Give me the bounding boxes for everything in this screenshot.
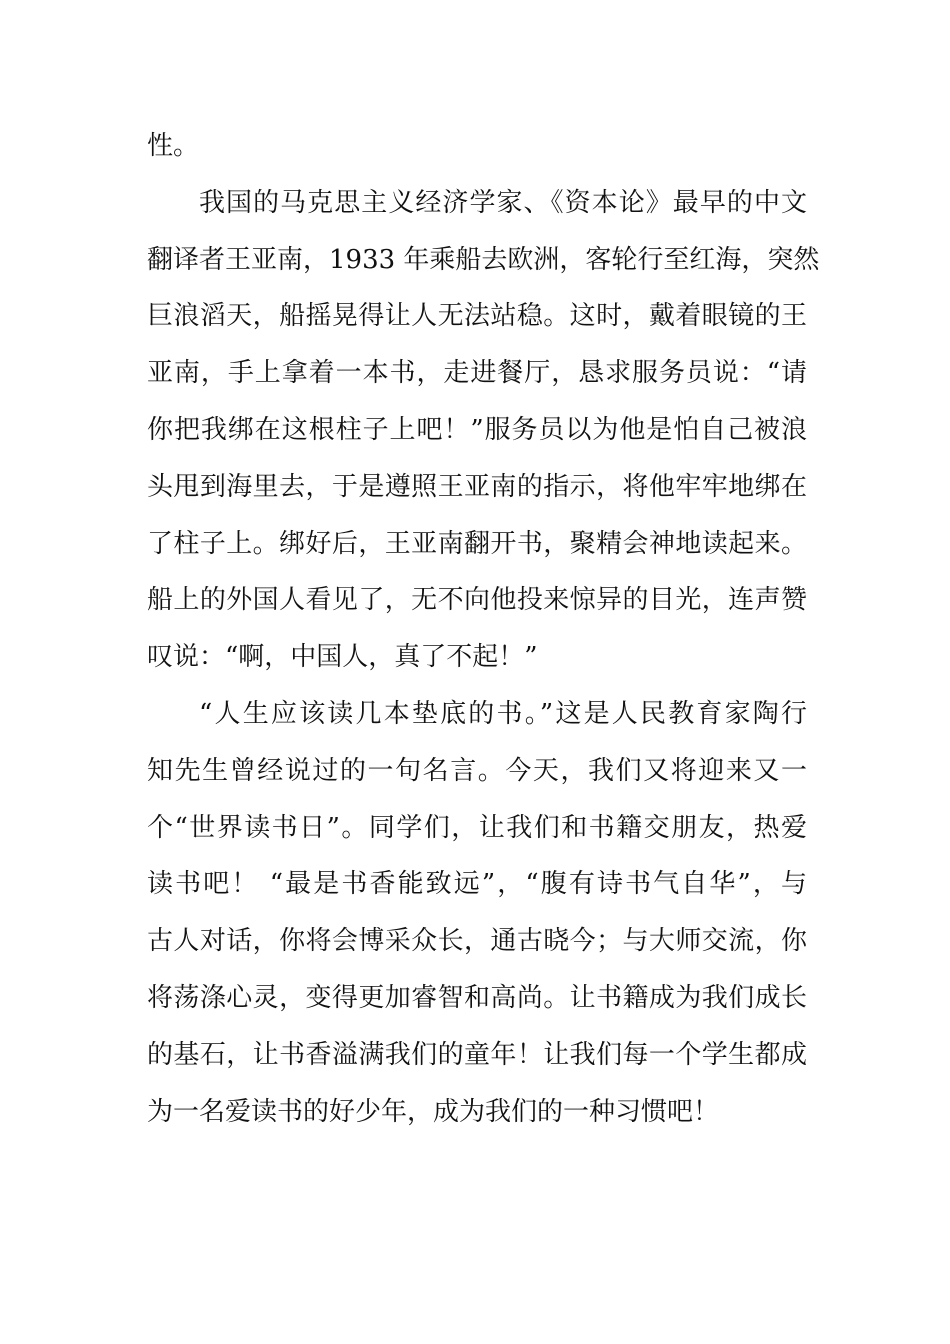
text-line: 翻译者王亚南，1933 年乘船去欧洲，客轮行至红海，突然	[147, 244, 820, 275]
text-line: 为一名爱读书的好少年，成为我们的一种习惯吧！	[147, 1096, 720, 1127]
body-text	[147, 118, 820, 1140]
text-line: 了柱子上。绑好后，王亚南翻开书，聚精会神地读起来。	[147, 528, 807, 559]
text-line: “人生应该读几本垫底的书。”这是人民教育家陶行	[199, 698, 807, 729]
text-line: 亚南，手上拿着一本书，走进餐厅，恳求服务员说：“请	[147, 358, 807, 389]
paragraph-3	[147, 686, 807, 1140]
text-line: 船上的外国人看见了，无不向他投来惊异的目光，连声赞	[147, 585, 807, 616]
text-line: 的基石，让书香溢满我们的童年！让我们每一个学生都成	[147, 1039, 807, 1070]
paragraph-2	[147, 175, 820, 686]
text-line: 叹说：“啊，中国人，真了不起！”	[147, 642, 538, 673]
text-line: 读书吧！ “最是书香能致远”，“腹有诗书气自华”，与	[147, 869, 807, 900]
text-line: 知先生曾经说过的一句名言。今天，我们又将迎来又一	[147, 755, 807, 786]
text-line: 你把我绑在这根柱子上吧！”服务员以为他是怕自己被浪	[147, 414, 807, 445]
text-line: 将荡涤心灵，变得更加睿智和高尚。让书籍成为我们成长	[147, 982, 807, 1013]
text-line: 古人对话，你将会博采众长，通古晓今；与大师交流，你	[147, 926, 807, 957]
text-line: 巨浪滔天，船摇晃得让人无法站稳。这时，戴着眼镜的王	[147, 301, 807, 332]
paragraph-1	[147, 118, 807, 175]
text-line: 头甩到海里去，于是遵照王亚南的指示，将他牢牢地绑在	[147, 471, 807, 502]
text-line: 性。	[147, 131, 200, 161]
text-line: 个“世界读书日”。同学们，让我们和书籍交朋友，热爱	[147, 812, 807, 843]
text-line: 我国的马克思主义经济学家、《资本论》最早的中文	[199, 187, 807, 218]
